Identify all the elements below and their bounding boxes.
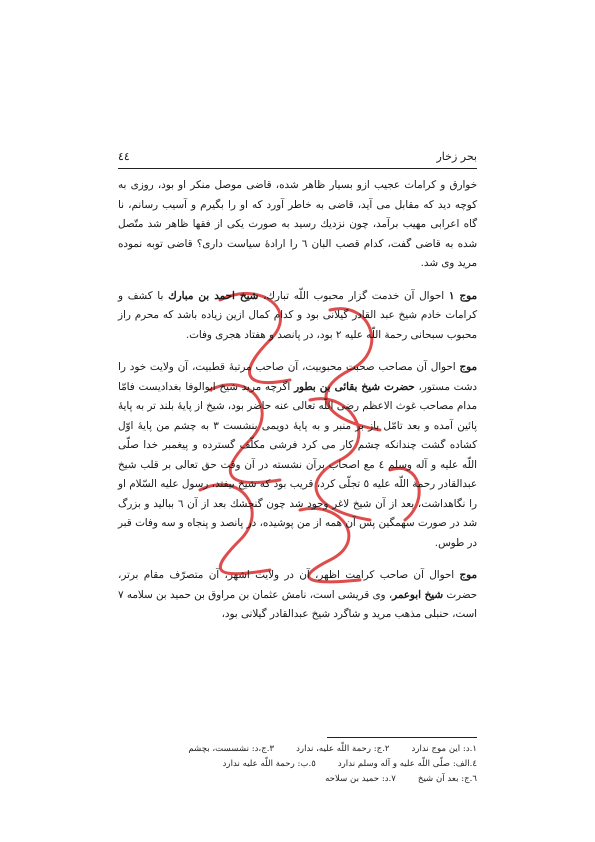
paragraph-1: خوارق و كرامات عجيب ازو بسيار ظاهر شده، قاضى موصل منكر او بود، روزى به كوچه ديد كه مقابل مى آيد، قاضى به خاطر آورد كه او را بگيرم و آسيب رسانم، نا گاه اعرابى مهيب برآمد، چون نزديك رسيد به صورت يكى از فقها ظاهر شد متّصل شده به قاضى گفت، كدام قصب البان ٦ را ارادۀ سياست دارى؟ قاضى توبه نموده مريد وى شد. [118, 179, 477, 269]
paragraph-2-text-b: با كشف و كرامات خادم شيخ عبد القادر گيلانى بود و كدام كمال ازين زياده باشد كه محرم راز محبوب سبحانى رحمة اللّه عليه ٢ بود، در پانصد و هفتاد هجرى وفات. [118, 289, 477, 341]
footnote: ٧.د: حميد بن سلاحه [325, 774, 396, 784]
saint-name-3: شيخ ابوعمر [392, 588, 443, 601]
footnote-row [118, 772, 477, 787]
saint-name-1: شيخ احمد بن مبارك [168, 289, 259, 302]
footnote: ٥.ب: رحمة اللّه عليه ندارد [222, 759, 316, 769]
footnote-rule [327, 737, 477, 738]
paragraph-2 [118, 287, 477, 346]
paragraph-4-text-b: ، وى قريشى است، نامش عثمان بن مراوق بن حميد بن سلامه ٧ است، حنبلى مذهب مريد و شاگرد شيخ عبدالقادر گيلانى بود، [118, 588, 477, 620]
footnote: ٢.ج: رحمة اللّه عليه، ندارد [296, 744, 390, 754]
paragraph-4 [118, 566, 477, 625]
footnotes [118, 742, 477, 787]
paragraph-3-text-b: اگرچه مريد شيخ ابوالوفا بغداديست فامّا مدام مصاحب غوث الاعظم رضى اللّه تعالى عنه حاضر بود، شيخ از پايۀ بلند تر به پايۀ پائين آمده و بعد تامّل باز بر منبر و به پايۀ دويمى بنشست ٣ به چشم من پايۀ اوّل كشاده گشت چندانكه چشم كار مى كرد فرشى مكلّف گسترده و پيغمبر خدا صلّى اللّه عليه و آله وسلم ٤ مع اصحاب برآن نشسته در آن وقت حق تعالى بر قلب شيخ عبدالقادر رحمة اللّه عليه ٥ تجلّى كرد، قريب بود كه شيخ بيفتد، رسول عليه السّلام او را نگاهداشت، بعد از آن شيخ لاغر وجود شد چون گنجشك بعد از آن ٦ ببالید و بزرگ شد در صورت سهمگين پس آن همه از من پوشيده، در پانصد و پنجاه و سه وفات قبر در طوس. [118, 380, 478, 549]
footnote: ١.د: اين موج ندارد [411, 744, 477, 754]
footnote: ٤.الف: صلّى اللّه عليه و آله وسلم ندارد [337, 759, 477, 769]
running-header [118, 150, 477, 168]
header-rule [118, 168, 477, 169]
page-body [118, 176, 477, 638]
footnote: ٣.ج،د: نشسست، بچشم [188, 744, 275, 754]
paragraph-4-text-a: احوال آن صاحب كرامت اظهر، آن در ولايت اشهر، آن متصرّف مقام برتر، حضرت [118, 569, 477, 601]
paragraph-2-text-a: احوال آن خدمت گزار محبوب اللّه تبارك، [258, 289, 445, 302]
footnote-row [118, 757, 477, 772]
footnote: ٦.ج: بعد آن شيخ [417, 774, 477, 784]
paragraph-3-text-a: احوال آن مصاحب صحبت محبوبيت، آن صاحب مرتبۀ قطبيت، آن ولايت خود را دشت مستور، [118, 361, 478, 393]
wave-heading-3: موج [459, 569, 477, 581]
saint-name-2: حضرت شيخ بقائى بن بطور [294, 380, 415, 393]
wave-heading-1: موج ١ [448, 289, 477, 302]
running-title: بحر زخار [436, 150, 477, 163]
page-number: ٤٤ [118, 150, 130, 163]
paragraph-3 [118, 358, 477, 553]
wave-heading-2: موج [459, 361, 477, 373]
footnote-row [118, 742, 477, 757]
